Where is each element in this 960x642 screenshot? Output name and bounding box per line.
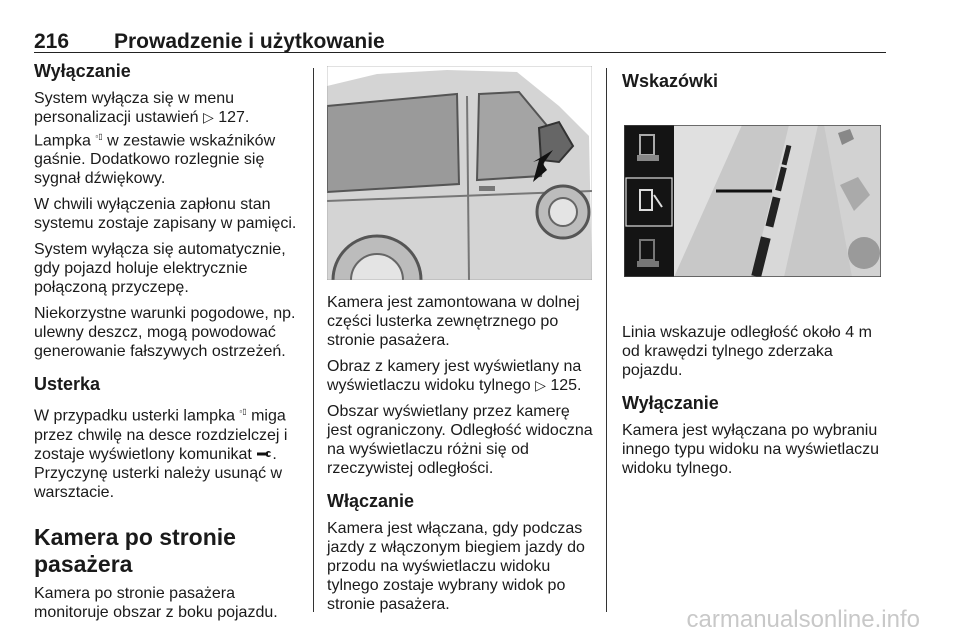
page-header	[34, 30, 886, 53]
wrench-icon	[256, 449, 272, 459]
paragraph: Kamera jest włączana, gdy podczas jazdy z włączonym biegiem jazdy do przodu na wyświetlaczu widoku tylnego zostaje wybrany widok po stronie pasażera.	[327, 520, 585, 613]
column-divider	[606, 68, 607, 612]
arrow-ref-icon: ▷	[535, 377, 546, 393]
paragraph: Obraz z kamery jest wyświetlany na wyświetlaczu widoku tylnego ▷ 125.	[327, 358, 582, 394]
left-column	[34, 62, 302, 629]
column-divider	[313, 68, 314, 612]
heading-off: Wyłączanie	[34, 61, 131, 81]
paragraph: System wyłącza się automatycznie, gdy pojazd holuje elektrycznie połączoną przyczepę.	[34, 241, 286, 297]
page-number: 216	[34, 30, 70, 53]
side-camera-lamp-icon: ▫▯	[239, 407, 247, 417]
heading-on: Włączanie	[327, 491, 415, 511]
paragraph: System wyłącza się w menu personalizacji ustawień ▷ 127. Lampka ▫▯ w zestawie wskaźników gaśnie. Dodatkowo rozlegnie się sygnał dźwiękowy.	[34, 90, 276, 188]
paragraph: Kamera jest zamontowana w dolnej części lusterka zewnętrznego po stronie pasażera.	[327, 294, 580, 349]
paragraph: Linia wskazuje odległość około 4 m od krawędzi tylnego zderzaka pojazdu.	[622, 324, 872, 379]
heading-camera: Kamera po stronie pasażera	[34, 523, 236, 577]
rear-view-display-figure	[624, 125, 881, 277]
page-ref[interactable]: 125.	[550, 377, 582, 394]
heading-fault: Usterka	[34, 374, 101, 395]
running-head: Prowadzenie i użytkowanie	[114, 30, 385, 53]
paragraph: W przypadku usterki lampka ▫▯ miga przez chwilę na desce rozdzielczej i zostaje wyświetlony komunikat . Przyczynę usterki należy usunąć w warsztacie.	[34, 402, 302, 501]
heading-tips: Wskazówki	[622, 71, 719, 91]
paragraph: Kamera po stronie pasażera monitoruje obszar z boku pojazdu.	[34, 584, 278, 621]
paragraph: W chwili wyłączenia zapłonu stan systemu zostaje zapisany w pamięci.	[34, 196, 297, 233]
page-ref[interactable]: 127.	[218, 109, 250, 126]
heading-off: Wyłączanie	[622, 393, 719, 413]
watermark: carmanualsonline.info	[686, 606, 920, 633]
arrow-ref-icon: ▷	[202, 109, 214, 125]
paragraph: Kamera jest wyłączana po wybraniu innego typu widoku na wyświetlaczu widoku tylnego.	[622, 422, 880, 477]
side-camera-lamp-icon: ▫▯	[95, 132, 103, 141]
right-column-top	[622, 72, 882, 99]
car-mirror-figure	[327, 66, 592, 280]
paragraph: Obszar wyświetlany przez kamerę jest ograniczony. Odległość widoczna na wyświetlaczu różni się od rzeczywistej odległości.	[327, 403, 593, 477]
right-column	[622, 323, 884, 485]
middle-column	[327, 293, 595, 621]
paragraph: Niekorzystne warunki pogodowe, np. ulewny deszcz, mogą powodować generowanie fałszywych ostrzeżeń.	[34, 305, 296, 361]
